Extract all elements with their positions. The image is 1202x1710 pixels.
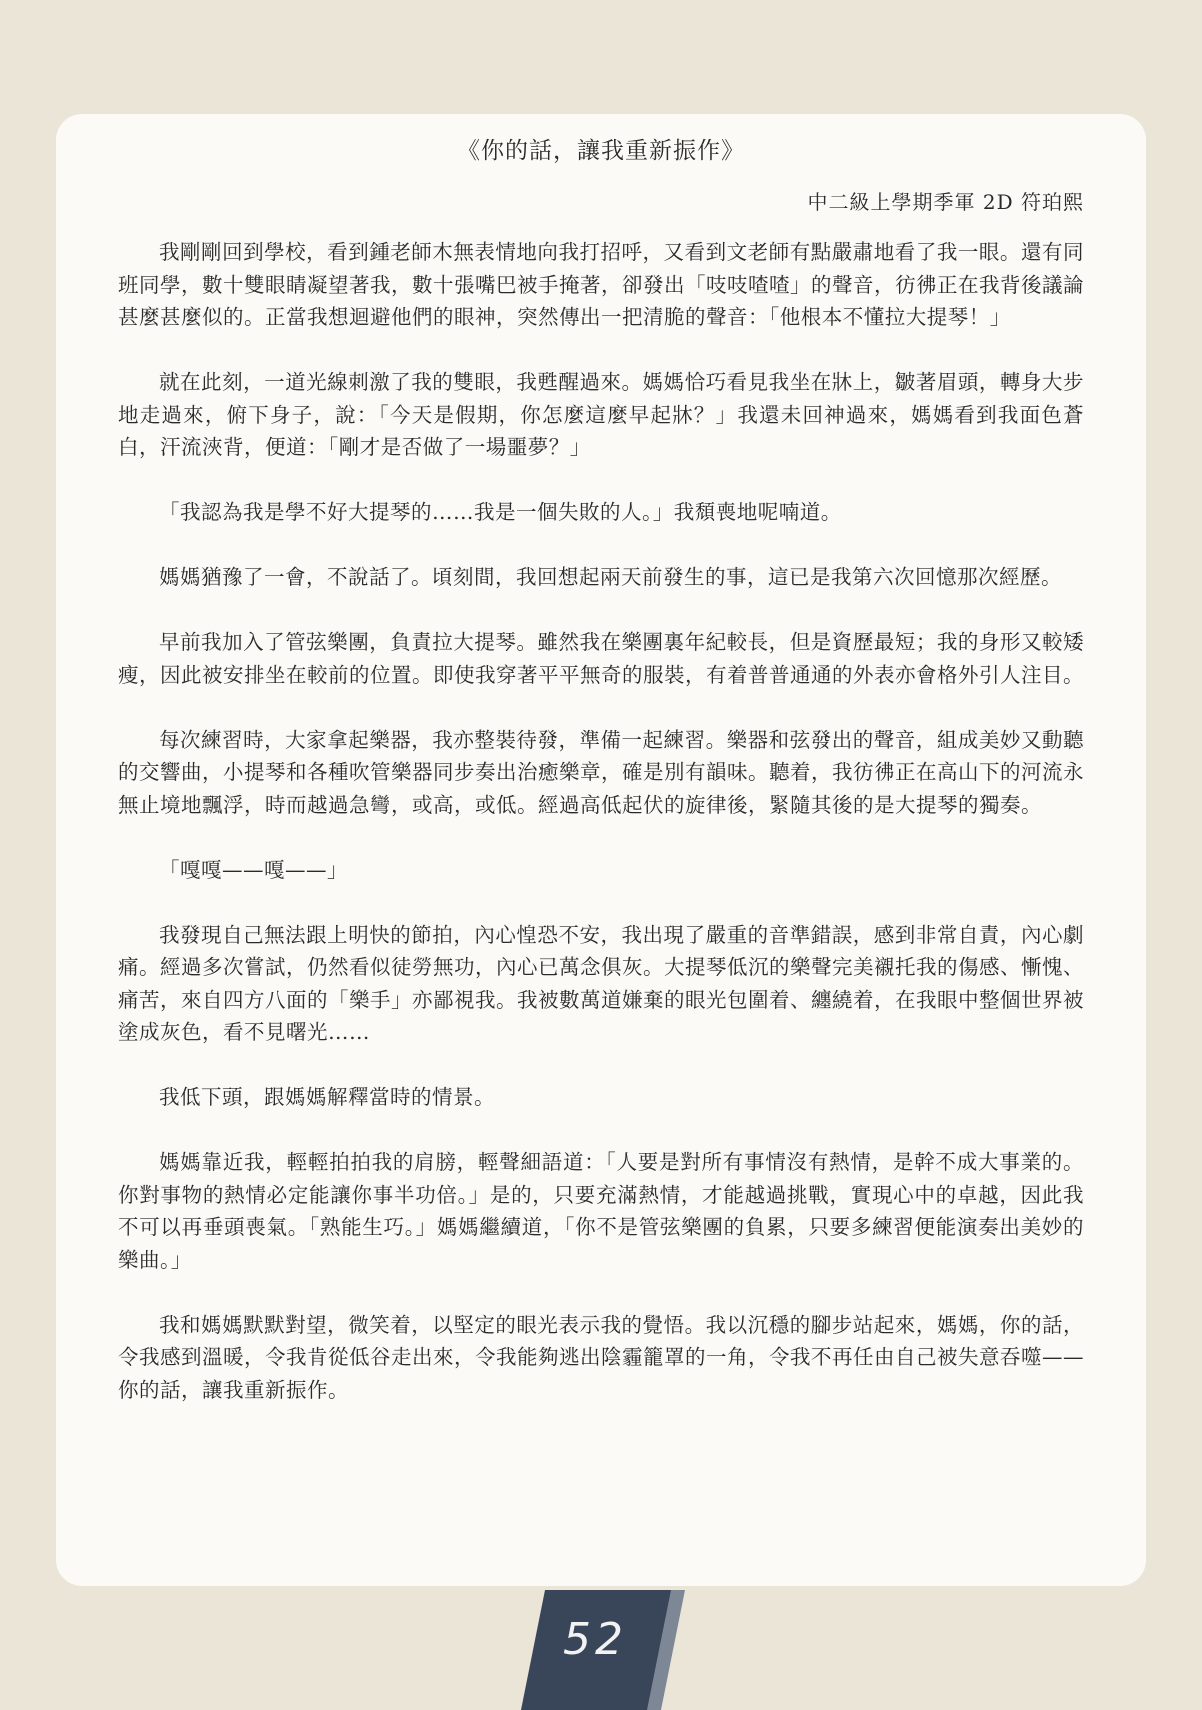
paragraph: 就在此刻，一道光線刺激了我的雙眼，我甦醒過來。媽媽恰巧看見我坐在牀上，皺著眉頭，轉身大步地走過來，俯下身子，說：「今天是假期，你怎麼這麼早起牀？」我還未回神過來，媽媽看到我面色蒼白，汗流浹背，便道：「剛才是否做了一場噩夢？」 (118, 370, 1084, 459)
paragraph: 媽媽猶豫了一會，不說話了。頃刻間，我回想起兩天前發生的事，這已是我第六次回憶那次經歷。 (159, 565, 1062, 589)
paragraph: 我剛剛回到學校，看到鍾老師木無表情地向我打招呼，又看到文老師有點嚴肅地看了我一眼。還有同班同學，數十雙眼睛凝望著我，數十張嘴巴被手掩著，卻發出「吱吱喳喳」的聲音，彷彿正在我背後議論甚麼甚麼似的。正當我想迴避他們的眼神，突然傳出一把清脆的聲音：「他根本不懂拉大提琴！」 (118, 240, 1084, 329)
page-number: 52 (563, 1614, 627, 1665)
paragraph: 「我認為我是學不好大提琴的……我是一個失敗的人。」我頹喪地呢喃道。 (159, 500, 842, 524)
author-byline: 中二級上學期季軍 2D 符珀熙 (807, 190, 1084, 214)
paragraph: 我低下頭，跟媽媽解釋當時的情景。 (159, 1085, 495, 1109)
article-body (118, 236, 1084, 1439)
paragraph: 每次練習時，大家拿起樂器，我亦整裝待發，準備一起練習。樂器和弦發出的聲音，組成美妙又動聽的交響曲，小提琴和各種吹管樂器同步奏出治癒樂章，確是別有韻味。聽着，我彷彿正在高山下的河流永無止境地飄浮，時而越過急彎，或高，或低。經過高低起伏的旋律後，緊隨其後的是大提琴的獨奏。 (118, 727, 1084, 817)
paragraph: 我發現自己無法跟上明快的節拍，內心惶恐不安，我出現了嚴重的音準錯誤，感到非常自責，內心劇痛。經過多次嘗試，仍然看似徒勞無功，內心已萬念俱灰。大提琴低沉的樂聲完美襯托我的傷感、慚愧、痛苦，來自四方八面的「樂手」亦鄙視我。我被數萬道嫌棄的眼光包圍着、纏繞着，在我眼中整個世界被塗成灰色，看不見曙光…… (118, 922, 1084, 1044)
article-card (56, 114, 1146, 1586)
article-title: 《你的話，讓我重新振作》 (457, 138, 745, 164)
paragraph: 媽媽靠近我，輕輕拍拍我的肩膀，輕聲細語道：「人要是對所有事情沒有熱情，是幹不成大事業的。你對事物的熱情必定能讓你事半功倍。」是的，只要充滿熱情，才能越過挑戰，實現心中的卓越，因此我不可以再垂頭喪氣。「熟能生巧。」媽媽繼續道，「你不是管弦樂團的負累，只要多練習便能演奏出美妙的樂曲。」 (118, 1150, 1084, 1272)
paragraph: 「嘎嘎——嘎——」 (159, 857, 348, 882)
paragraph: 我和媽媽默默對望，微笑着，以堅定的眼光表示我的覺悟。我以沉穩的腳步站起來，媽媽，你的話，令我感到溫暖，令我肯從低谷走出來，令我能夠逃出陰霾籠罩的一角，令我不再任由自己被失意吞噬——你的話，讓我重新振作。 (118, 1312, 1084, 1402)
paragraph: 早前我加入了管弦樂團，負責拉大提琴。雖然我在樂團裏年紀較長，但是資歷最短；我的身形又較矮瘦，因此被安排坐在較前的位置。即使我穿著平平無奇的服裝，有着普普通通的外表亦會格外引人注目。 (118, 630, 1084, 687)
